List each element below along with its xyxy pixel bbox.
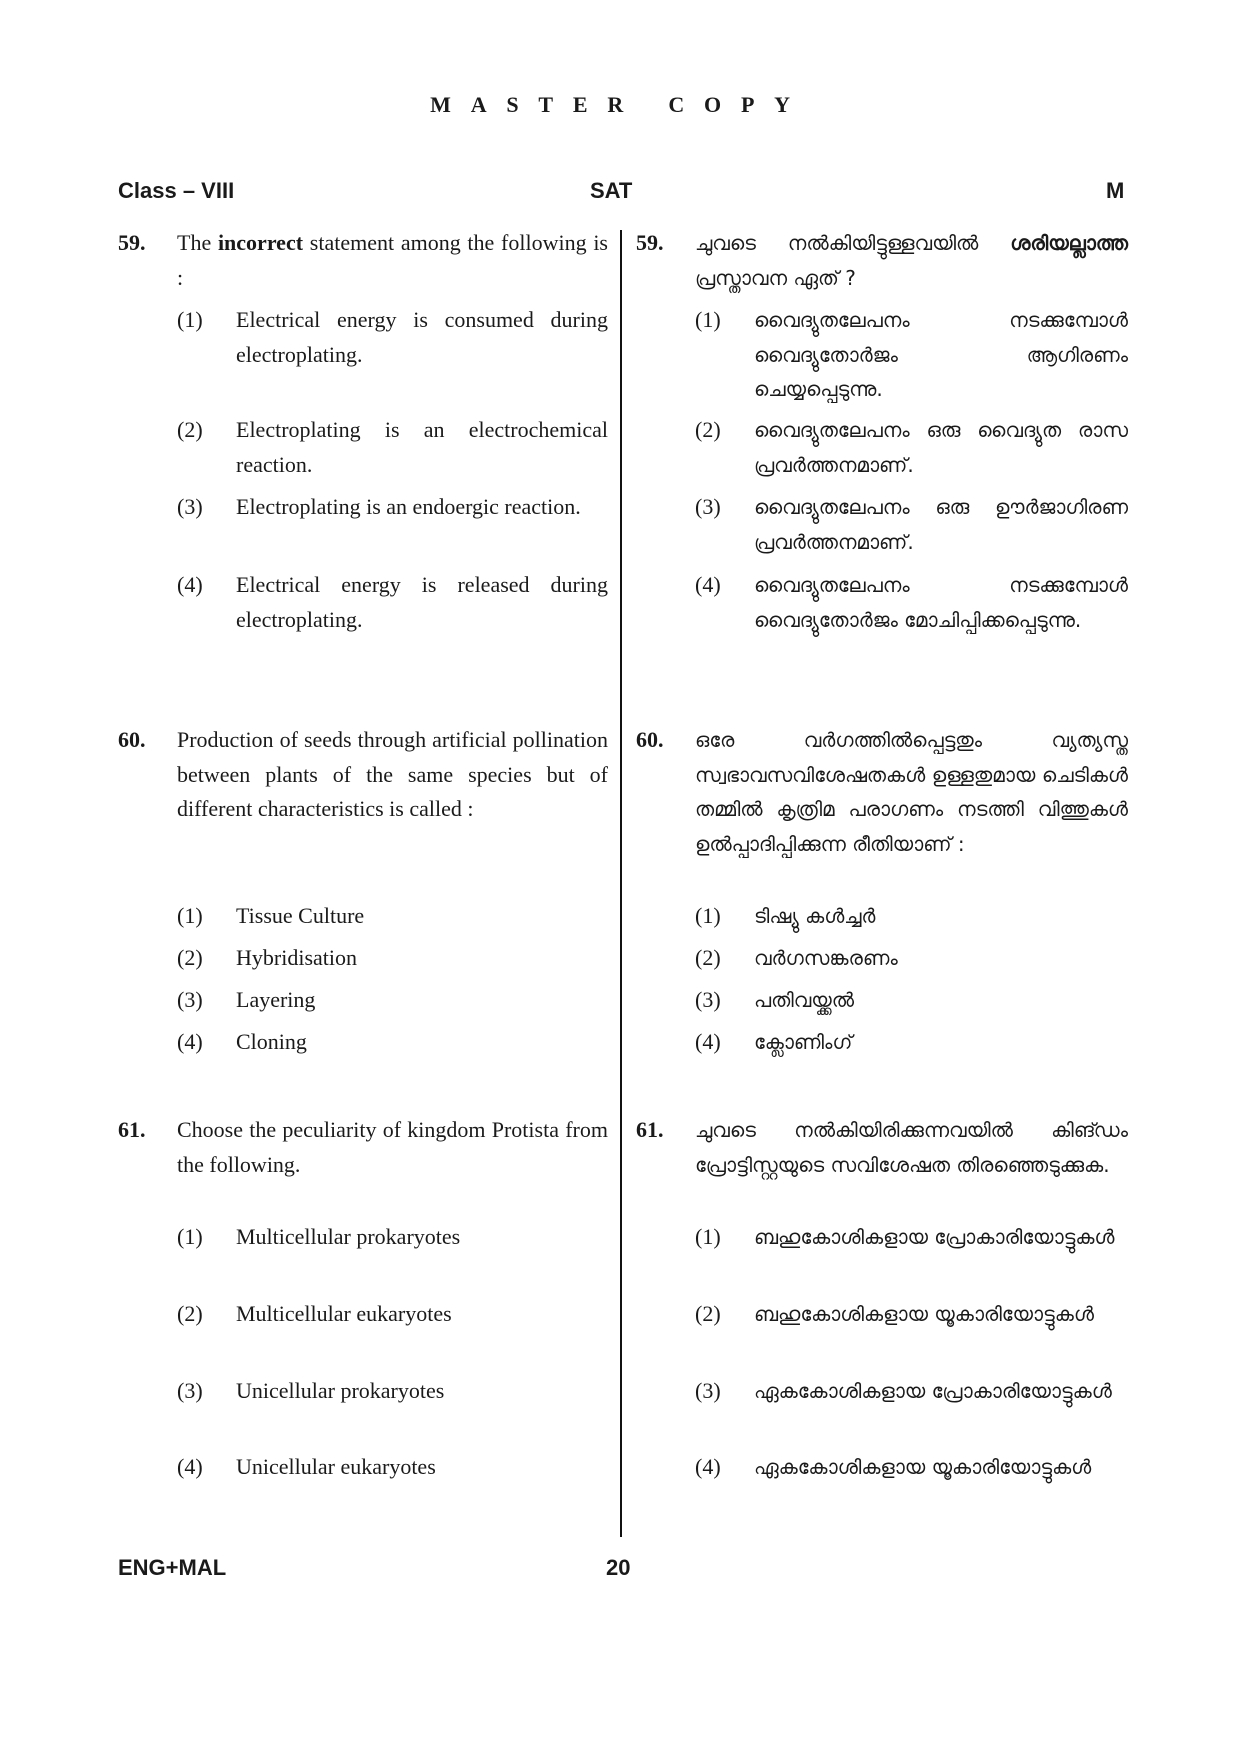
question-text: Production of seeds through artificial pollination between plants of the same species but of different characteristics is called :: [177, 727, 608, 821]
question-text: The incorrect statement among the following is :: [177, 230, 608, 290]
footer-language: ENG+MAL: [118, 1555, 227, 1580]
question-text: ചുവടെ നൽകിയിരിക്കുന്നവയിൽ കിങ്ഡം പ്രോട്ടിസ്റ്റയുടെ സവിശേഷത തിരഞ്ഞെടുക്കുക.: [695, 1118, 1128, 1177]
page-number: 20: [606, 1555, 631, 1580]
question-number: 60.: [118, 727, 146, 752]
question-text: ഒരേ വർഗത്തിൽപ്പെട്ടതും വ്യത്യസ്ത സ്വഭാവസവിശേഷതകൾ ഉള്ളതുമായ ചെടികൾ തമ്മിൽ കൃത്രിമ പരാഗണം നടത്തി വിത്തുകൾ ഉൽപ്പാദിപ്പിക്കുന്ന രീതിയാണ് :: [695, 728, 1128, 856]
question-number: 61.: [636, 1117, 664, 1142]
medium-label: M: [1106, 178, 1125, 203]
question-text: Choose the peculiarity of kingdom Protista from the following.: [177, 1117, 608, 1177]
question-text: ചുവടെ നൽകിയിട്ടുള്ളവയിൽ ശരിയല്ലാത്ത പ്രസ്താവന ഏത് ?: [695, 231, 1128, 290]
question-number: 60.: [636, 727, 664, 752]
question-number: 59.: [118, 230, 146, 255]
exam-label: SAT: [590, 178, 633, 203]
class-label: Class – VIII: [118, 178, 235, 203]
column-divider: [620, 230, 622, 1537]
question-number: 61.: [118, 1117, 146, 1142]
master-copy-title: MASTER COPY: [430, 92, 810, 117]
question-number: 59.: [636, 230, 664, 255]
